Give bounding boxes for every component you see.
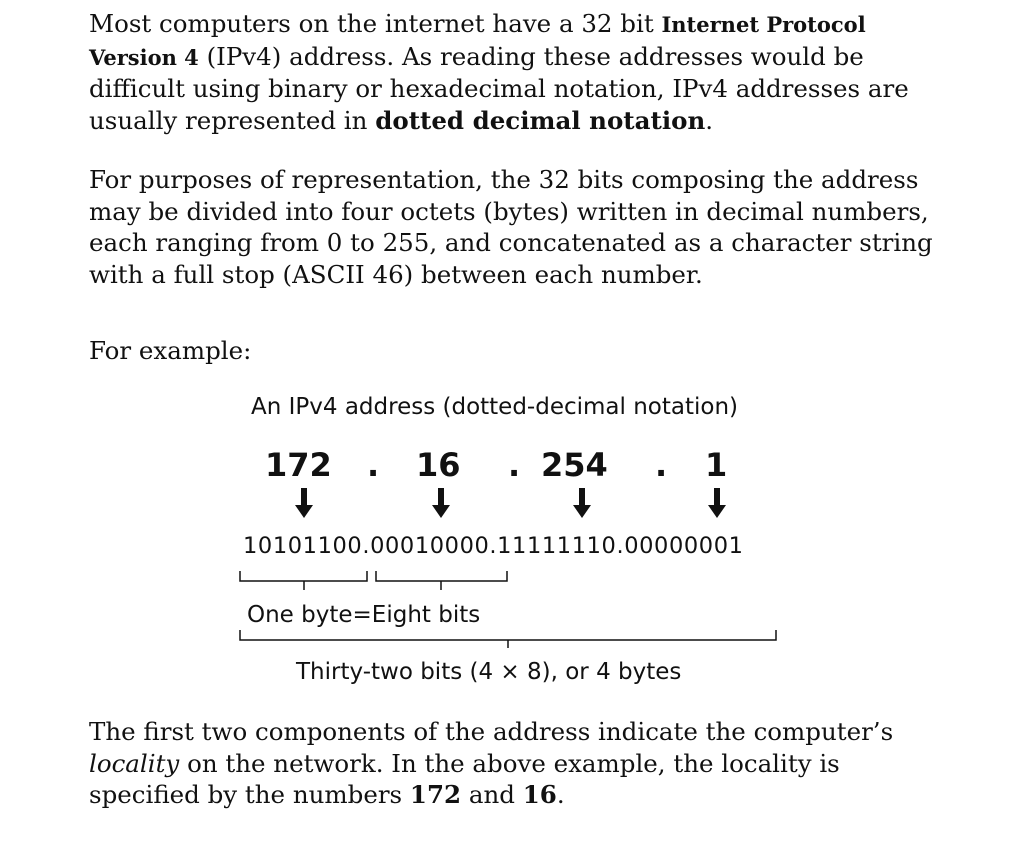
byte-bracket-1	[240, 571, 367, 581]
intro-text-2: (IPv4) address. As reading these addresses would be difficult using binary or hexadecimal notation, IPv4 addresses are usually represented in	[89, 41, 909, 135]
locality-paragraph	[89, 716, 939, 811]
representation-paragraph: For purposes of representation, the 32 bits composing the address may be divided into four octets (bytes) written in decimal numbers, each ranging from 0 to 255, and concatenated as a character string with a full stop (ASCII 46) between each number.	[89, 165, 933, 289]
locality-term: locality	[89, 748, 180, 778]
intro-text-3: .	[705, 105, 714, 135]
byte-label: One byte=Eight bits	[247, 602, 481, 628]
total-bracket	[240, 630, 776, 640]
locality-text-4: .	[556, 780, 565, 809]
down-arrow-icon	[431, 486, 451, 522]
number-16: 16	[522, 780, 557, 809]
locality-text-3: and	[461, 780, 523, 809]
intro-text-1: Most computers on the internet have a 32 bit	[89, 9, 662, 38]
binary-address: 10101100.00010000.11111110.00000001	[243, 533, 744, 559]
ipv4-term: Internet Protocol Version 4	[89, 12, 866, 70]
octet-2: 16	[416, 446, 461, 484]
example-label: For example:	[89, 336, 252, 365]
intro-paragraph	[89, 8, 939, 136]
diagram-title: An IPv4 address (dotted-decimal notation)	[251, 394, 739, 420]
dot-3: .	[655, 446, 668, 484]
byte-bracket-2	[376, 571, 507, 581]
locality-text-2: on the network. In the above example, the locality is specified by the numbers	[89, 748, 840, 809]
down-arrow-icon	[294, 486, 314, 522]
dotted-decimal-term: dotted decimal notation	[375, 105, 706, 135]
total-label: Thirty-two bits (4 × 8), or 4 bytes	[296, 659, 682, 685]
down-arrow-icon	[572, 486, 592, 522]
dot-1: .	[367, 446, 380, 484]
octet-1: 172	[265, 446, 332, 484]
number-172: 172	[409, 780, 462, 809]
locality-text-1: The first two components of the address indicate the computer’s	[89, 717, 894, 746]
octet-4: 1	[705, 446, 728, 484]
down-arrow-icon	[707, 486, 727, 522]
octet-3: 254	[541, 446, 608, 484]
dot-2: .	[508, 446, 521, 484]
